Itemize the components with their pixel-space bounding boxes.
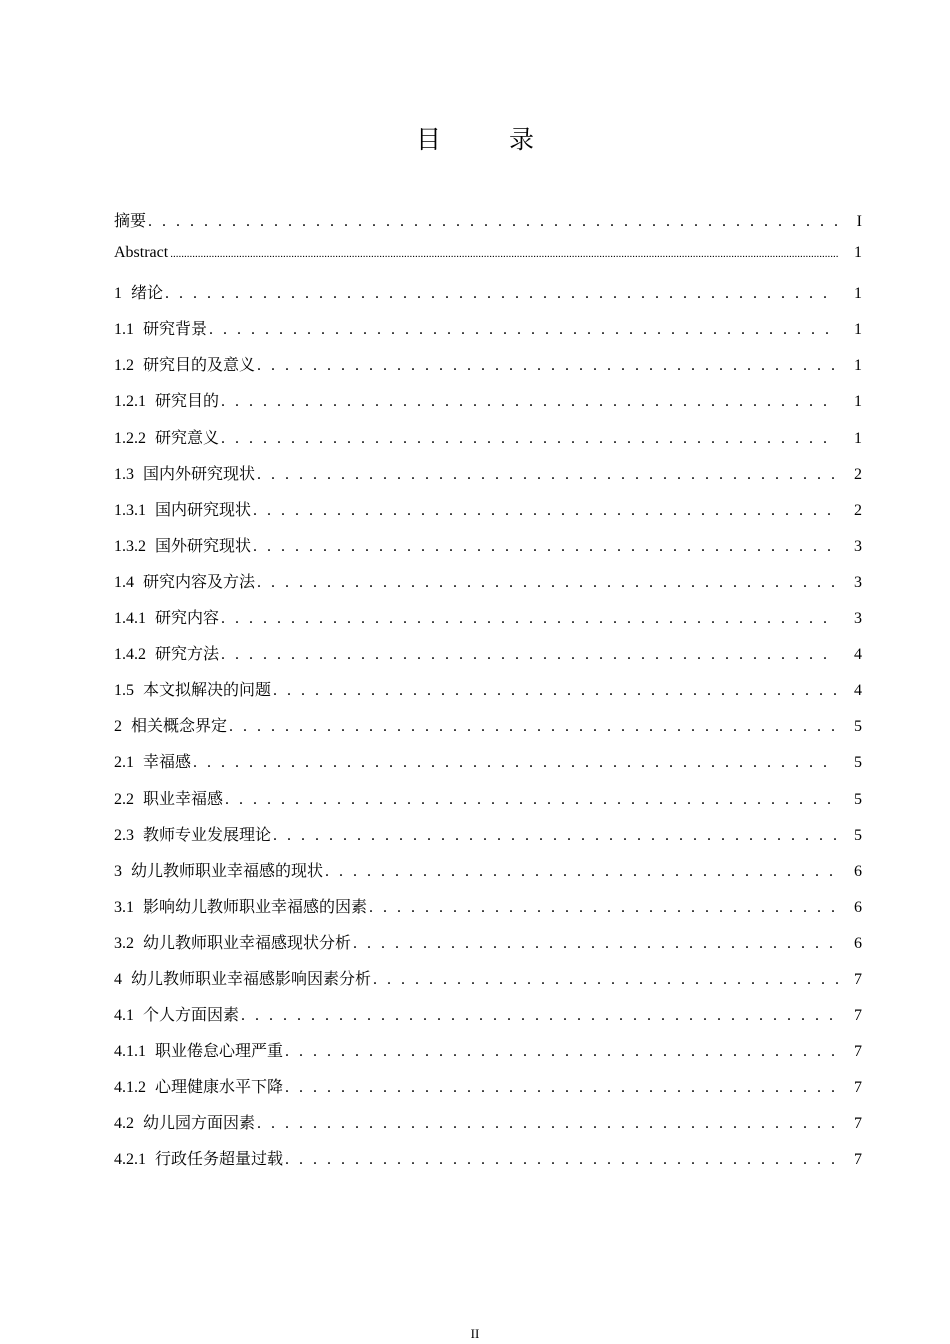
toc-entry[interactable]: [114, 533, 862, 569]
toc-number: 1.2.1: [114, 393, 146, 411]
toc-page: 2: [854, 465, 862, 483]
toc-entry[interactable]: [114, 208, 862, 244]
leader-dots: [273, 827, 838, 845]
toc-entry[interactable]: [114, 425, 862, 461]
leader-dots: [165, 285, 838, 303]
toc-title: 本文拟解决的问题: [143, 682, 272, 700]
leader-dots: [209, 321, 838, 339]
toc-title: 相关概念界定: [131, 718, 228, 736]
toc-page: 5: [854, 718, 862, 736]
toc-page: 7: [854, 1079, 862, 1097]
toc-title: 行政任务超量过载: [155, 1151, 284, 1169]
toc-number: 1.3.1: [114, 501, 146, 519]
page-number-footer: II: [470, 1326, 480, 1341]
leader-dots: [325, 863, 838, 881]
toc-entry[interactable]: [114, 1110, 862, 1146]
toc-title: 幼儿教师职业幸福感影响因素分析: [131, 970, 372, 988]
toc-entry[interactable]: [114, 1074, 862, 1110]
leader-dots: [221, 393, 838, 411]
toc-number: 4.2.1: [114, 1151, 146, 1169]
leader-dots: [369, 899, 838, 917]
toc-entry[interactable]: [114, 316, 862, 352]
toc-page: 4: [854, 646, 862, 664]
toc-title: 研究内容: [155, 610, 220, 628]
toc-number: 1.3: [114, 465, 134, 483]
leader-dots: [221, 646, 838, 664]
toc-entry[interactable]: [114, 822, 862, 858]
toc-title: 个人方面因素: [143, 1007, 240, 1025]
toc-title: 国外研究现状: [155, 537, 252, 555]
toc-number: 1.4.2: [114, 646, 146, 664]
toc-title: 国内研究现状: [155, 501, 252, 519]
toc-number: 4.1.1: [114, 1043, 146, 1061]
toc-number: 1.2: [114, 357, 134, 375]
toc-page: 4: [854, 682, 862, 700]
toc-page: 2: [854, 501, 862, 519]
toc-title: 研究方法: [155, 646, 220, 664]
leader-dots: [253, 502, 838, 520]
toc-title: Abstract: [114, 244, 169, 262]
toc-entry[interactable]: [114, 641, 862, 677]
toc-page: 1: [854, 244, 862, 262]
toc-number: 4.1: [114, 1007, 134, 1025]
toc-entry[interactable]: [114, 713, 862, 749]
toc-page: 1: [854, 393, 862, 411]
leader-dots: [285, 1079, 838, 1097]
leader-dots: [285, 1043, 838, 1061]
toc-number: 3.1: [114, 898, 134, 916]
leader-dots: [193, 754, 838, 772]
toc-title: 教师专业发展理论: [143, 826, 272, 844]
toc-title: 研究背景: [143, 321, 208, 339]
toc-page: 7: [854, 1043, 862, 1061]
toc-number: 2.1: [114, 754, 134, 772]
toc-page: 7: [854, 1115, 862, 1133]
table-of-contents: [114, 208, 862, 1183]
toc-title: 研究意义: [155, 429, 220, 447]
toc-title: 幸福感: [143, 754, 192, 772]
toc-entry[interactable]: [114, 244, 862, 280]
page-title: 目 录: [416, 125, 564, 154]
toc-entry[interactable]: [114, 1146, 862, 1182]
toc-title: 研究目的: [155, 393, 220, 411]
toc-number: 2.2: [114, 790, 134, 808]
toc-entry[interactable]: [114, 749, 862, 785]
toc-title: 影响幼儿教师职业幸福感的因素: [143, 898, 368, 916]
toc-number: 3: [114, 862, 122, 880]
leader-dots: [253, 538, 838, 556]
toc-entry[interactable]: [114, 966, 862, 1002]
toc-entry[interactable]: [114, 858, 862, 894]
toc-page: 1: [854, 429, 862, 447]
leader-dots: [273, 682, 838, 700]
toc-title: 国内外研究现状: [143, 465, 256, 483]
toc-number: 4: [114, 970, 122, 988]
toc-entry[interactable]: [114, 497, 862, 533]
toc-number: 1.4.1: [114, 610, 146, 628]
toc-number: 2: [114, 718, 122, 736]
toc-page: 6: [854, 898, 862, 916]
toc-page: 1: [854, 357, 862, 375]
toc-entry[interactable]: [114, 894, 862, 930]
toc-entry[interactable]: [114, 388, 862, 424]
leader-dots: [170, 248, 838, 260]
toc-entry[interactable]: [114, 352, 862, 388]
toc-page: 1: [854, 285, 862, 303]
toc-entry[interactable]: [114, 677, 862, 713]
toc-title: 幼儿教师职业幸福感现状分析: [143, 934, 352, 952]
toc-number: 1.3.2: [114, 537, 146, 555]
toc-number: 3.2: [114, 934, 134, 952]
toc-number: 1.2.2: [114, 429, 146, 447]
toc-page: 6: [854, 862, 862, 880]
leader-dots: [241, 1007, 838, 1025]
toc-page: 1: [854, 321, 862, 339]
toc-entry[interactable]: [114, 569, 862, 605]
toc-entry[interactable]: [114, 1002, 862, 1038]
toc-number: 2.3: [114, 826, 134, 844]
toc-page: 5: [854, 790, 862, 808]
toc-number: 1: [114, 285, 122, 303]
toc-title: 心理健康水平下降: [155, 1079, 284, 1097]
toc-number: 4.1.2: [114, 1079, 146, 1097]
leader-dots: [257, 1115, 838, 1133]
leader-dots: [229, 718, 838, 736]
toc-entry[interactable]: [114, 930, 862, 966]
toc-page: 5: [854, 754, 862, 772]
toc-entry[interactable]: [114, 1038, 862, 1074]
leader-dots: [373, 971, 838, 989]
toc-entry[interactable]: [114, 280, 862, 316]
toc-entry[interactable]: [114, 605, 862, 641]
leader-dots: [285, 1151, 838, 1169]
toc-number: 1.5: [114, 682, 134, 700]
toc-page: 3: [854, 573, 862, 591]
toc-number: 1.4: [114, 573, 134, 591]
toc-title: 研究目的及意义: [143, 357, 256, 375]
toc-page: 3: [854, 610, 862, 628]
toc-number: 1.1: [114, 321, 134, 339]
toc-title: 摘要: [114, 213, 147, 230]
toc-page: 5: [854, 826, 862, 844]
toc-page: 6: [854, 934, 862, 952]
toc-title: 绪论: [131, 285, 164, 303]
leader-dots: [225, 791, 838, 809]
leader-dots: [221, 430, 838, 448]
toc-page: I: [856, 213, 862, 230]
toc-entry[interactable]: [114, 786, 862, 822]
toc-title: 幼儿教师职业幸福感的现状: [131, 862, 324, 880]
leader-dots: [353, 935, 838, 953]
toc-title: 幼儿园方面因素: [143, 1115, 256, 1133]
leader-dots: [221, 610, 838, 628]
toc-page: 7: [854, 1151, 862, 1169]
toc-page: 7: [854, 970, 862, 988]
toc-page: 7: [854, 1007, 862, 1025]
toc-title: 研究内容及方法: [143, 573, 256, 591]
toc-page: 3: [854, 537, 862, 555]
toc-entry[interactable]: [114, 461, 862, 497]
toc-title: 职业倦怠心理严重: [155, 1043, 284, 1061]
leader-dots: [257, 466, 838, 484]
leader-dots: [257, 574, 838, 592]
leader-dots: [148, 213, 838, 231]
leader-dots: [257, 357, 838, 375]
toc-title: 职业幸福感: [143, 790, 224, 808]
toc-number: 4.2: [114, 1115, 134, 1133]
